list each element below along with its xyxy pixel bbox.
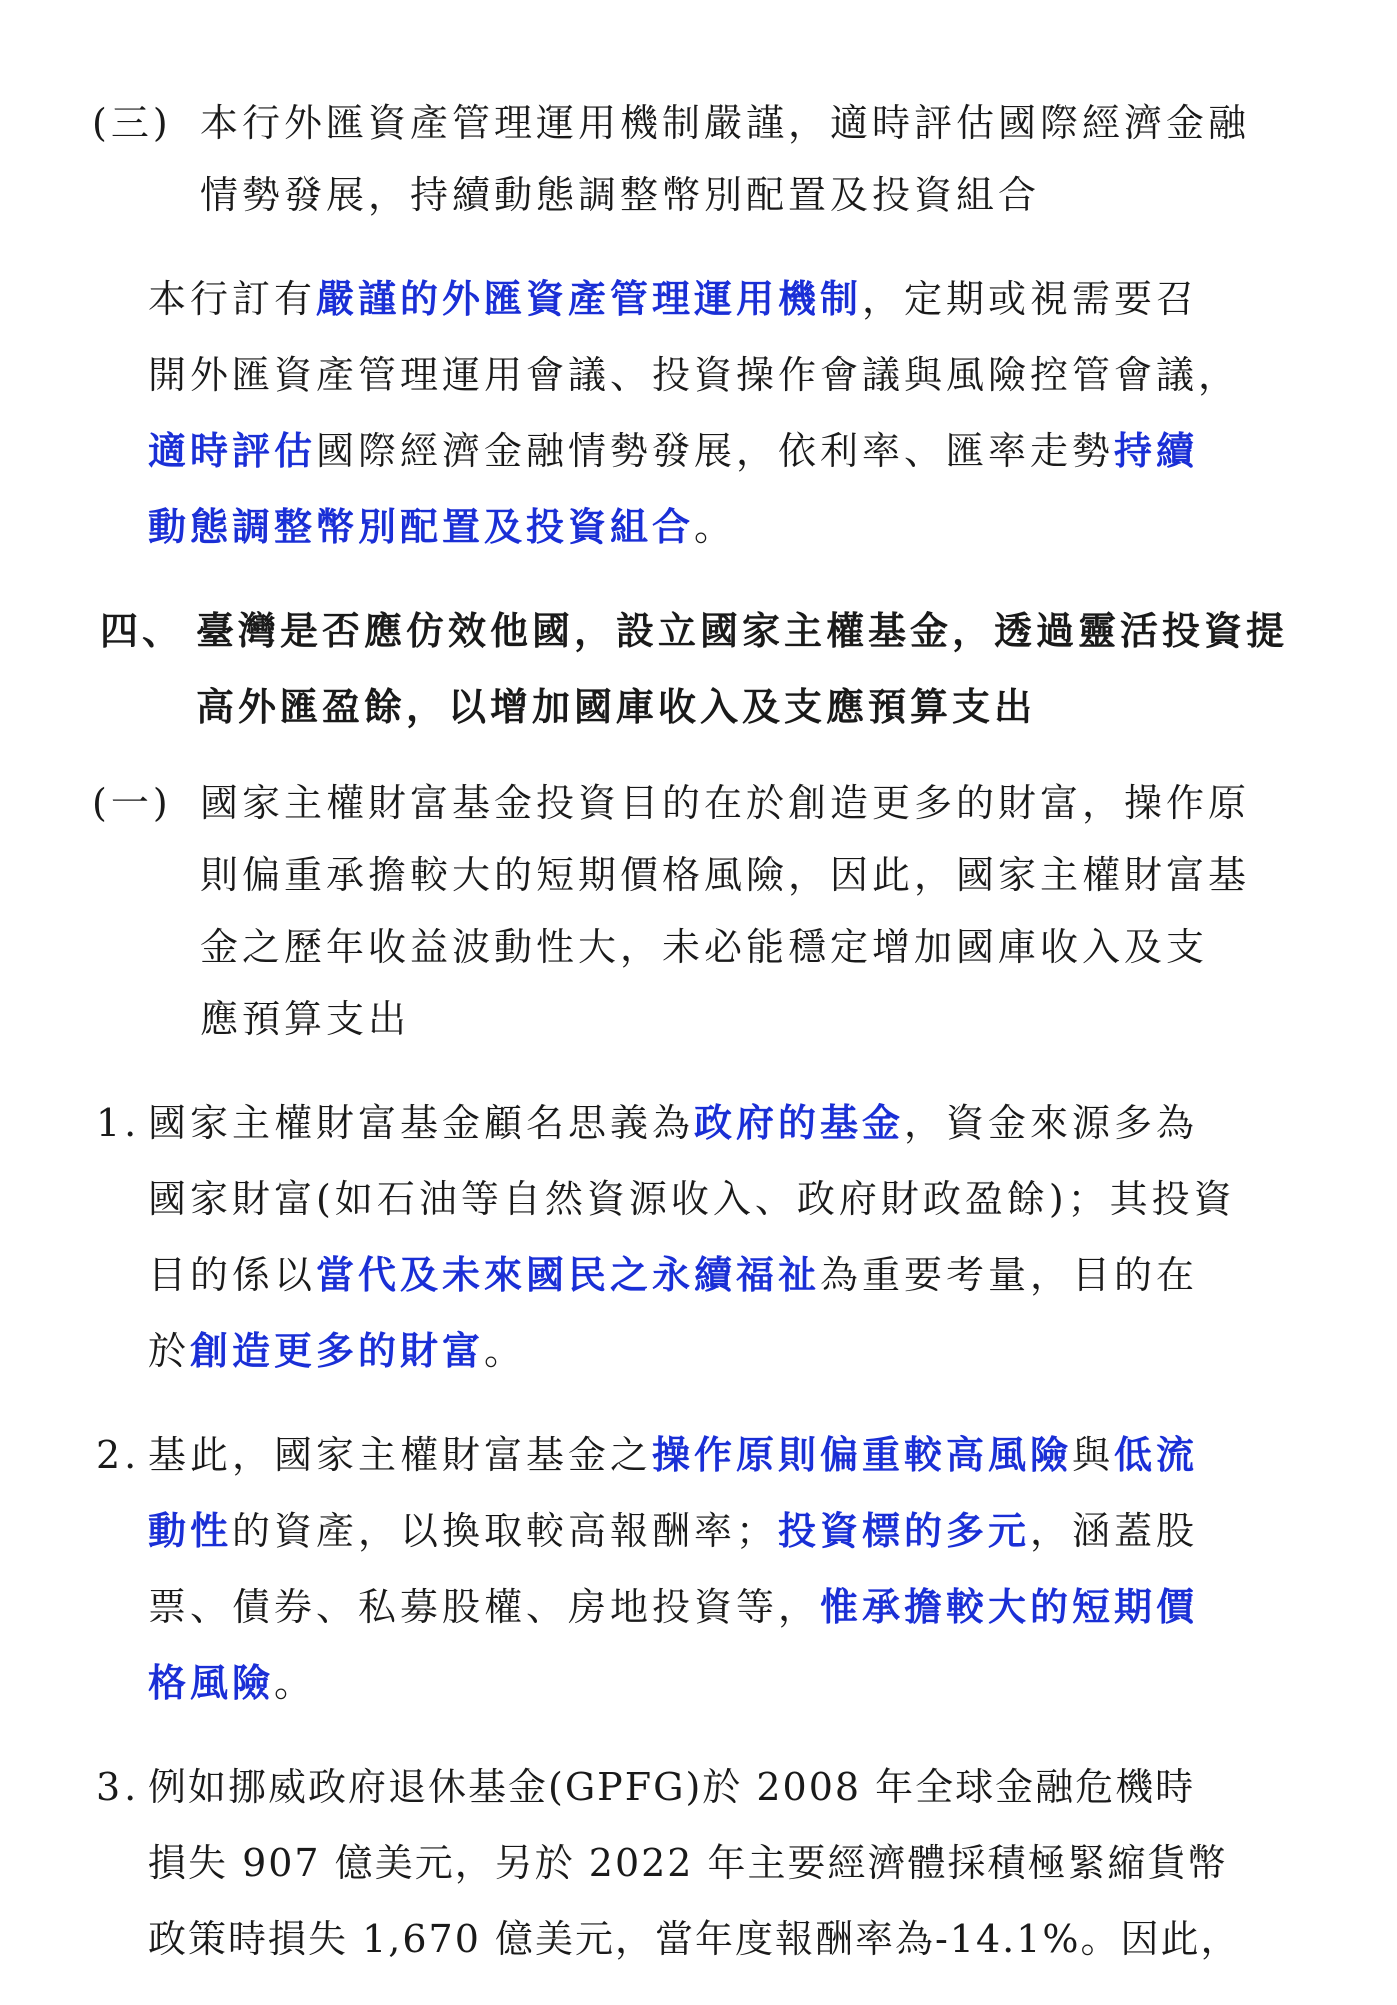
section-3-marker: (三) <box>92 101 172 145</box>
highlight-text: 動性 <box>148 1508 233 1553</box>
highlight-text: 投資標的多元 <box>778 1508 1031 1553</box>
section-1-heading-line-4: 應預算支出 <box>200 997 411 1041</box>
highlight-text: 嚴謹的外匯資產管理運用機制 <box>316 276 863 321</box>
list-item-2-marker: 2. <box>96 1433 141 1477</box>
paragraph-line-2: 開外匯資產管理運用會議、投資操作會議與風險控管會議， <box>148 353 1241 397</box>
list-item-3-line-2: 損失 907 億美元，另於 2022 年主要經濟體採積極緊縮貨幣 <box>148 1841 1228 1885</box>
highlight-text: 適時評估 <box>148 428 317 473</box>
highlight-text: 惟承擔較大的短期價 <box>820 1584 1199 1629</box>
highlight-text: 政府的基金 <box>694 1100 905 1145</box>
section-1-heading-line-1: 國家主權財富基金投資目的在於創造更多的財富，操作原 <box>200 781 1251 825</box>
paragraph-line-4: 動態調整幣別配置及投資組合。 <box>148 504 737 549</box>
list-item-3-line-1: 例如挪威政府退休基金(GPFG)於 2008 年全球金融危機時 <box>148 1765 1196 1809</box>
list-item-2-line-4: 格風險。 <box>148 1660 317 1705</box>
paragraph-line-1: 本行訂有嚴謹的外匯資產管理運用機制，定期或視需要召 <box>148 276 1199 321</box>
list-item-1-line-1: 國家主權財富基金顧名思義為政府的基金，資金來源多為 <box>148 1100 1199 1145</box>
highlight-text: 操作原則偏重較高風險 <box>652 1432 1073 1477</box>
section-3-heading-line-2: 情勢發展，持續動態調整幣別配置及投資組合 <box>200 173 1041 217</box>
list-item-1-line-2: 國家財富(如石油等自然資源收入、政府財政盈餘)；其投資 <box>148 1177 1236 1221</box>
highlight-text: 當代及未來國民之永續福祉 <box>316 1252 821 1297</box>
highlight-text: 低流 <box>1114 1432 1199 1477</box>
list-item-2-line-3: 票、債券、私募股權、房地投資等，惟承擔較大的短期價 <box>148 1584 1199 1629</box>
heading-4-line-2: 高外匯盈餘，以增加國庫收入及支應預算支出 <box>196 684 1037 729</box>
heading-4-line-1: 臺灣是否應仿效他國，設立國家主權基金，透過靈活投資提 <box>196 608 1289 653</box>
list-item-2-line-2: 動性的資產，以換取較高報酬率；投資標的多元，涵蓋股 <box>148 1508 1199 1553</box>
list-item-3-marker: 3. <box>96 1765 141 1809</box>
list-item-2-line-1: 基此，國家主權財富基金之操作原則偏重較高風險與低流 <box>148 1432 1199 1477</box>
section-1-heading-line-2: 則偏重承擔較大的短期價格風險，因此，國家主權財富基 <box>200 853 1251 897</box>
list-item-1-line-3: 目的係以當代及未來國民之永續福祉為重要考量，目的在 <box>148 1252 1199 1297</box>
section-3-heading-line-1: 本行外匯資產管理運用機制嚴謹，適時評估國際經濟金融 <box>200 101 1251 145</box>
list-item-1-line-4: 於創造更多的財富。 <box>148 1328 527 1373</box>
highlight-text: 創造更多的財富 <box>190 1328 485 1373</box>
section-1-heading-line-3: 金之歷年收益波動性大，未必能穩定增加國庫收入及支 <box>200 925 1209 969</box>
highlight-text: 動態調整幣別配置及投資組合 <box>148 504 695 549</box>
highlight-text: 格風險 <box>148 1660 275 1705</box>
paragraph-line-3: 適時評估國際經濟金融情勢發展，依利率、匯率走勢持續 <box>148 428 1199 473</box>
highlight-text: 持續 <box>1114 428 1199 473</box>
section-1-marker: (一) <box>92 781 172 825</box>
list-item-3-line-3: 政策時損失 1,670 億美元，當年度報酬率為-14.1%。因此， <box>148 1917 1241 1961</box>
list-item-1-marker: 1. <box>96 1101 141 1145</box>
heading-4-marker: 四、 <box>100 608 185 653</box>
